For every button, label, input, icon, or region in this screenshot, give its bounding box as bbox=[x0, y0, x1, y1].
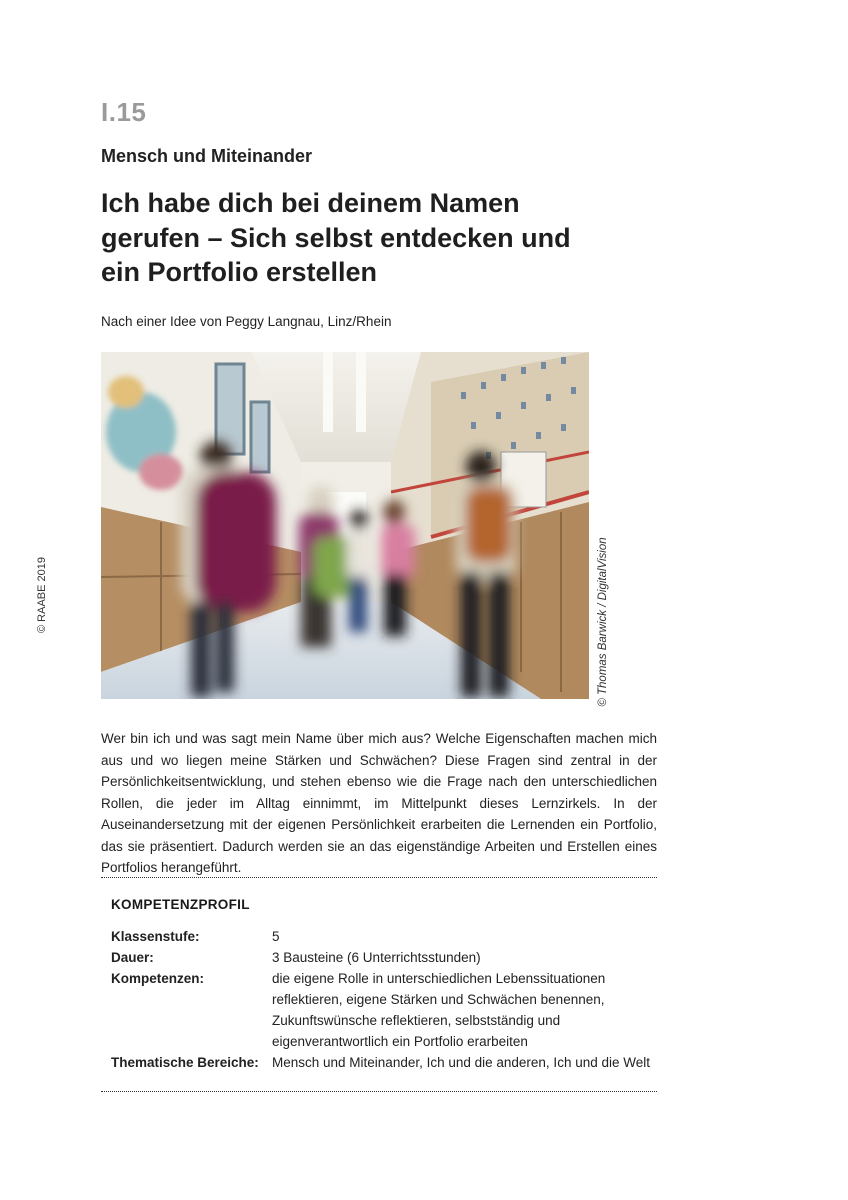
profile-row-topics bbox=[111, 1052, 651, 1073]
competence-profile-heading: KOMPETENZPROFIL bbox=[111, 897, 250, 912]
profile-value: die eigene Rolle in unterschiedlichen Lebenssituationen reflektieren, eigene Stärken und Schwächen benennen, Zukunftswünsche reflektieren, selbstständig und eigenverantwortlich ein Portfolio erarbeiten bbox=[272, 971, 606, 1049]
category-heading: Mensch und Miteinander bbox=[101, 146, 313, 166]
copyright-notice: © RAABE 2019 bbox=[36, 557, 48, 633]
section-number: I.15 bbox=[101, 97, 147, 127]
profile-value: 5 bbox=[272, 929, 280, 944]
profile-label: Dauer: bbox=[111, 950, 154, 965]
profile-label: Klassenstufe: bbox=[111, 929, 200, 944]
top-dotted-divider bbox=[101, 877, 657, 878]
intro-paragraph: Wer bin ich und was sagt mein Name über mich aus? Welche Eigenschaften machen mich aus und wo liegen meine Stärken und Schwächen? Diese Fragen sind zentral in der Persönlichkeitsentwicklung, und stehen ebenso wie die Frage nach den unterschiedlichen Rollen, die jeder im Alltag einnimmt, im Mittelpunkt dieses Lernzirkels. In der Auseinandersetzung mit der eigenen Persönlichkeit erarbeiten die Lernenden ein Portfolio, das sie präsentiert. Dadurch werden sie an das eigenständige Arbeiten und Erstellen eines Portfolios herangeführt. bbox=[101, 731, 657, 875]
profile-value: Mensch und Miteinander, Ich und die anderen, Ich und die Welt bbox=[272, 1055, 650, 1070]
profile-row-competences bbox=[111, 968, 651, 1052]
profile-label: Kompetenzen: bbox=[111, 971, 205, 986]
school-hallway-photo bbox=[101, 352, 589, 699]
profile-row-grade bbox=[111, 926, 651, 947]
author-line: Nach einer Idee von Peggy Langnau, Linz/Rhein bbox=[101, 314, 392, 329]
competence-profile-table bbox=[111, 926, 651, 1073]
profile-row-duration bbox=[111, 947, 651, 968]
profile-value: 3 Bausteine (6 Unterrichtsstunden) bbox=[272, 950, 481, 965]
bottom-dotted-divider bbox=[101, 1091, 657, 1092]
profile-label: Thematische Bereiche: bbox=[111, 1055, 259, 1070]
page-title: Ich habe dich bei deinem Namen gerufen – Sich selbst entdecken und ein Portfolio erstellen bbox=[101, 188, 571, 287]
photo-credit: © Thomas Barwick / DigitalVision bbox=[597, 537, 609, 707]
